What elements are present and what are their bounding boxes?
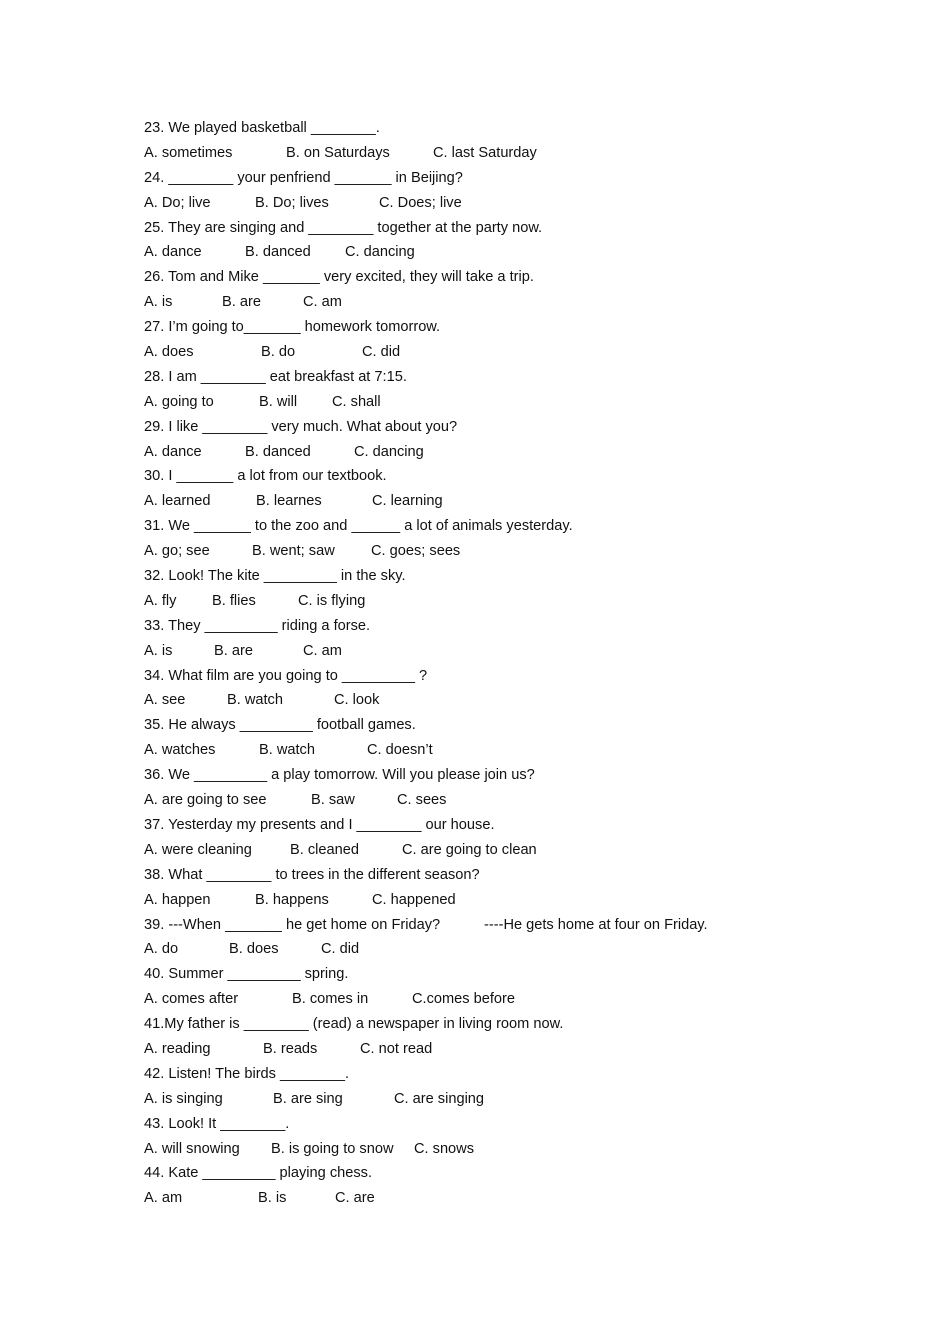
question-text bbox=[144, 614, 904, 639]
question-stem: 33. They _________ riding a forse. bbox=[144, 617, 371, 634]
options-row bbox=[144, 688, 904, 713]
option-b: B. comes in bbox=[292, 991, 369, 1008]
option-b: B. danced bbox=[245, 443, 311, 460]
option-c: C. snows bbox=[414, 1140, 475, 1157]
question-text bbox=[144, 116, 904, 141]
option-c: C. are going to clean bbox=[402, 841, 537, 858]
option-b: B. learnes bbox=[256, 493, 322, 510]
question-stem: 23. We played basketball ________. bbox=[144, 120, 380, 136]
question-text bbox=[144, 415, 904, 440]
question-stem: 28. I am ________ eat breakfast at 7:15. bbox=[144, 368, 407, 385]
question-text bbox=[144, 216, 904, 241]
option-c: C. last Saturday bbox=[433, 144, 537, 161]
options-row bbox=[144, 788, 904, 813]
option-a: A. Do; live bbox=[144, 194, 211, 211]
option-a: A. dance bbox=[144, 443, 202, 460]
question-list bbox=[144, 116, 904, 1211]
option-c: C. are bbox=[335, 1190, 375, 1207]
option-c: C. doesn’t bbox=[367, 742, 433, 759]
options-row bbox=[144, 589, 904, 614]
question-stem: 25. They are singing and ________ together at the party now. bbox=[144, 219, 543, 236]
option-b: B. cleaned bbox=[290, 841, 359, 858]
option-a: A. happen bbox=[144, 891, 211, 908]
question-stem: 31. We _______ to the zoo and ______ a lot of animals yesterday. bbox=[144, 518, 573, 535]
question-text bbox=[144, 1112, 904, 1137]
question-text bbox=[144, 315, 904, 340]
options-row bbox=[144, 1087, 904, 1112]
question-text bbox=[144, 564, 904, 589]
option-c: C. goes; sees bbox=[371, 543, 461, 560]
option-c: C. is flying bbox=[298, 592, 366, 609]
option-c: C. shall bbox=[332, 393, 381, 410]
option-a: A. going to bbox=[144, 393, 214, 410]
option-c: C. am bbox=[303, 642, 342, 659]
option-c: C.comes before bbox=[412, 991, 516, 1008]
option-a: A. do bbox=[144, 941, 179, 958]
option-a: A. sometimes bbox=[144, 144, 233, 161]
option-b: B. flies bbox=[212, 592, 256, 609]
option-c: C. did bbox=[321, 941, 360, 958]
question-stem: 34. What film are you going to _________ ? bbox=[144, 667, 428, 684]
options-row bbox=[144, 390, 904, 415]
option-b: B. Do; lives bbox=[255, 194, 329, 211]
option-b: B. watch bbox=[227, 692, 283, 709]
question-stem: 32. Look! The kite _________ in the sky. bbox=[144, 568, 406, 585]
option-b: B. do bbox=[261, 344, 296, 361]
option-c: C. did bbox=[362, 344, 401, 361]
option-b: B. are sing bbox=[273, 1090, 343, 1107]
options-row bbox=[144, 191, 904, 216]
question-text bbox=[144, 1161, 904, 1186]
options-row bbox=[144, 888, 904, 913]
option-a: A. watches bbox=[144, 742, 216, 759]
option-c: C. happened bbox=[372, 891, 456, 908]
options-row bbox=[144, 1137, 904, 1162]
options-row bbox=[144, 1037, 904, 1062]
option-b: B. is going to snow bbox=[271, 1140, 394, 1157]
option-a: A. comes after bbox=[144, 991, 239, 1008]
option-b: B. will bbox=[259, 393, 298, 410]
option-a: A. learned bbox=[144, 493, 211, 510]
option-c: C. dancing bbox=[345, 244, 415, 261]
question-stem: 40. Summer _________ spring. bbox=[144, 966, 349, 983]
question-text bbox=[144, 1062, 904, 1087]
question-text bbox=[144, 365, 904, 390]
question-stem: 44. Kate _________ playing chess. bbox=[144, 1165, 372, 1182]
answer-text: ----He gets home at four on Friday. bbox=[484, 916, 708, 933]
options-row bbox=[144, 440, 904, 465]
option-c: C. learning bbox=[372, 493, 443, 510]
question-stem: 39. ---When _______ he get home on Friday? bbox=[144, 916, 441, 933]
question-text bbox=[144, 464, 904, 489]
question-text bbox=[144, 763, 904, 788]
option-b: B. saw bbox=[311, 792, 355, 809]
option-a: A. dance bbox=[144, 244, 202, 261]
options-row bbox=[144, 987, 904, 1012]
options-row bbox=[144, 290, 904, 315]
option-c: C. am bbox=[303, 294, 342, 311]
question-text bbox=[144, 713, 904, 738]
option-c: C. not read bbox=[360, 1040, 433, 1057]
question-stem: 41.My father is ________ (read) a newspaper in living room now. bbox=[144, 1016, 564, 1033]
options-row bbox=[144, 141, 904, 166]
option-a: A. fly bbox=[144, 592, 177, 609]
options-row bbox=[144, 838, 904, 863]
question-stem: 35. He always _________ football games. bbox=[144, 717, 416, 734]
option-b: B. watch bbox=[259, 742, 315, 759]
option-c: C. look bbox=[334, 692, 380, 709]
question-text bbox=[144, 514, 904, 539]
option-a: A. am bbox=[144, 1190, 183, 1207]
question-text bbox=[144, 1012, 904, 1037]
question-stem: 30. I _______ a lot from our textbook. bbox=[144, 468, 387, 485]
option-c: C. sees bbox=[397, 792, 447, 809]
question-stem: 26. Tom and Mike _______ very excited, they will take a trip. bbox=[144, 269, 534, 286]
option-b: B. are bbox=[214, 642, 253, 659]
question-text bbox=[144, 664, 904, 689]
question-stem: 43. Look! It ________. bbox=[144, 1115, 290, 1132]
option-b: B. happens bbox=[255, 891, 329, 908]
option-c: C. Does; live bbox=[379, 194, 462, 211]
question-text bbox=[144, 913, 904, 938]
options-row bbox=[144, 489, 904, 514]
question-stem: 42. Listen! The birds ________. bbox=[144, 1065, 350, 1082]
question-stem: 37. Yesterday my presents and I ________ our house. bbox=[144, 816, 495, 833]
question-stem: 38. What ________ to trees in the different season? bbox=[144, 866, 480, 883]
question-text bbox=[144, 863, 904, 888]
option-c: C. dancing bbox=[354, 443, 424, 460]
option-a: A. see bbox=[144, 692, 186, 709]
option-a: A. does bbox=[144, 344, 194, 361]
option-c: C. are singing bbox=[394, 1090, 485, 1107]
option-a: A. reading bbox=[144, 1040, 211, 1057]
option-a: A. will snowing bbox=[144, 1140, 240, 1157]
option-b: B. on Saturdays bbox=[286, 144, 390, 161]
option-b: B. reads bbox=[263, 1040, 318, 1057]
option-a: A. are going to see bbox=[144, 792, 267, 809]
option-a: A. is bbox=[144, 294, 173, 311]
option-b: B. danced bbox=[245, 244, 311, 261]
question-text bbox=[144, 166, 904, 191]
options-row bbox=[144, 340, 904, 365]
option-b: B. does bbox=[229, 941, 279, 958]
question-text bbox=[144, 962, 904, 987]
option-a: A. is singing bbox=[144, 1090, 223, 1107]
option-b: B. is bbox=[258, 1190, 287, 1207]
options-row bbox=[144, 937, 904, 962]
option-a: A. were cleaning bbox=[144, 841, 252, 858]
question-stem: 36. We _________ a play tomorrow. Will you please join us? bbox=[144, 767, 535, 784]
question-stem: 29. I like ________ very much. What about you? bbox=[144, 418, 458, 435]
options-row bbox=[144, 738, 904, 763]
option-b: B. went; saw bbox=[252, 543, 335, 560]
option-a: A. go; see bbox=[144, 543, 210, 560]
question-stem: 27. I’m going to_______ homework tomorrow. bbox=[144, 319, 441, 336]
options-row bbox=[144, 1186, 904, 1211]
option-b: B. are bbox=[222, 294, 261, 311]
options-row bbox=[144, 639, 904, 664]
question-text bbox=[144, 265, 904, 290]
options-row bbox=[144, 240, 904, 265]
question-stem: 24. ________ your penfriend _______ in Beijing? bbox=[144, 169, 463, 186]
question-text bbox=[144, 813, 904, 838]
options-row bbox=[144, 539, 904, 564]
option-a: A. is bbox=[144, 642, 173, 659]
